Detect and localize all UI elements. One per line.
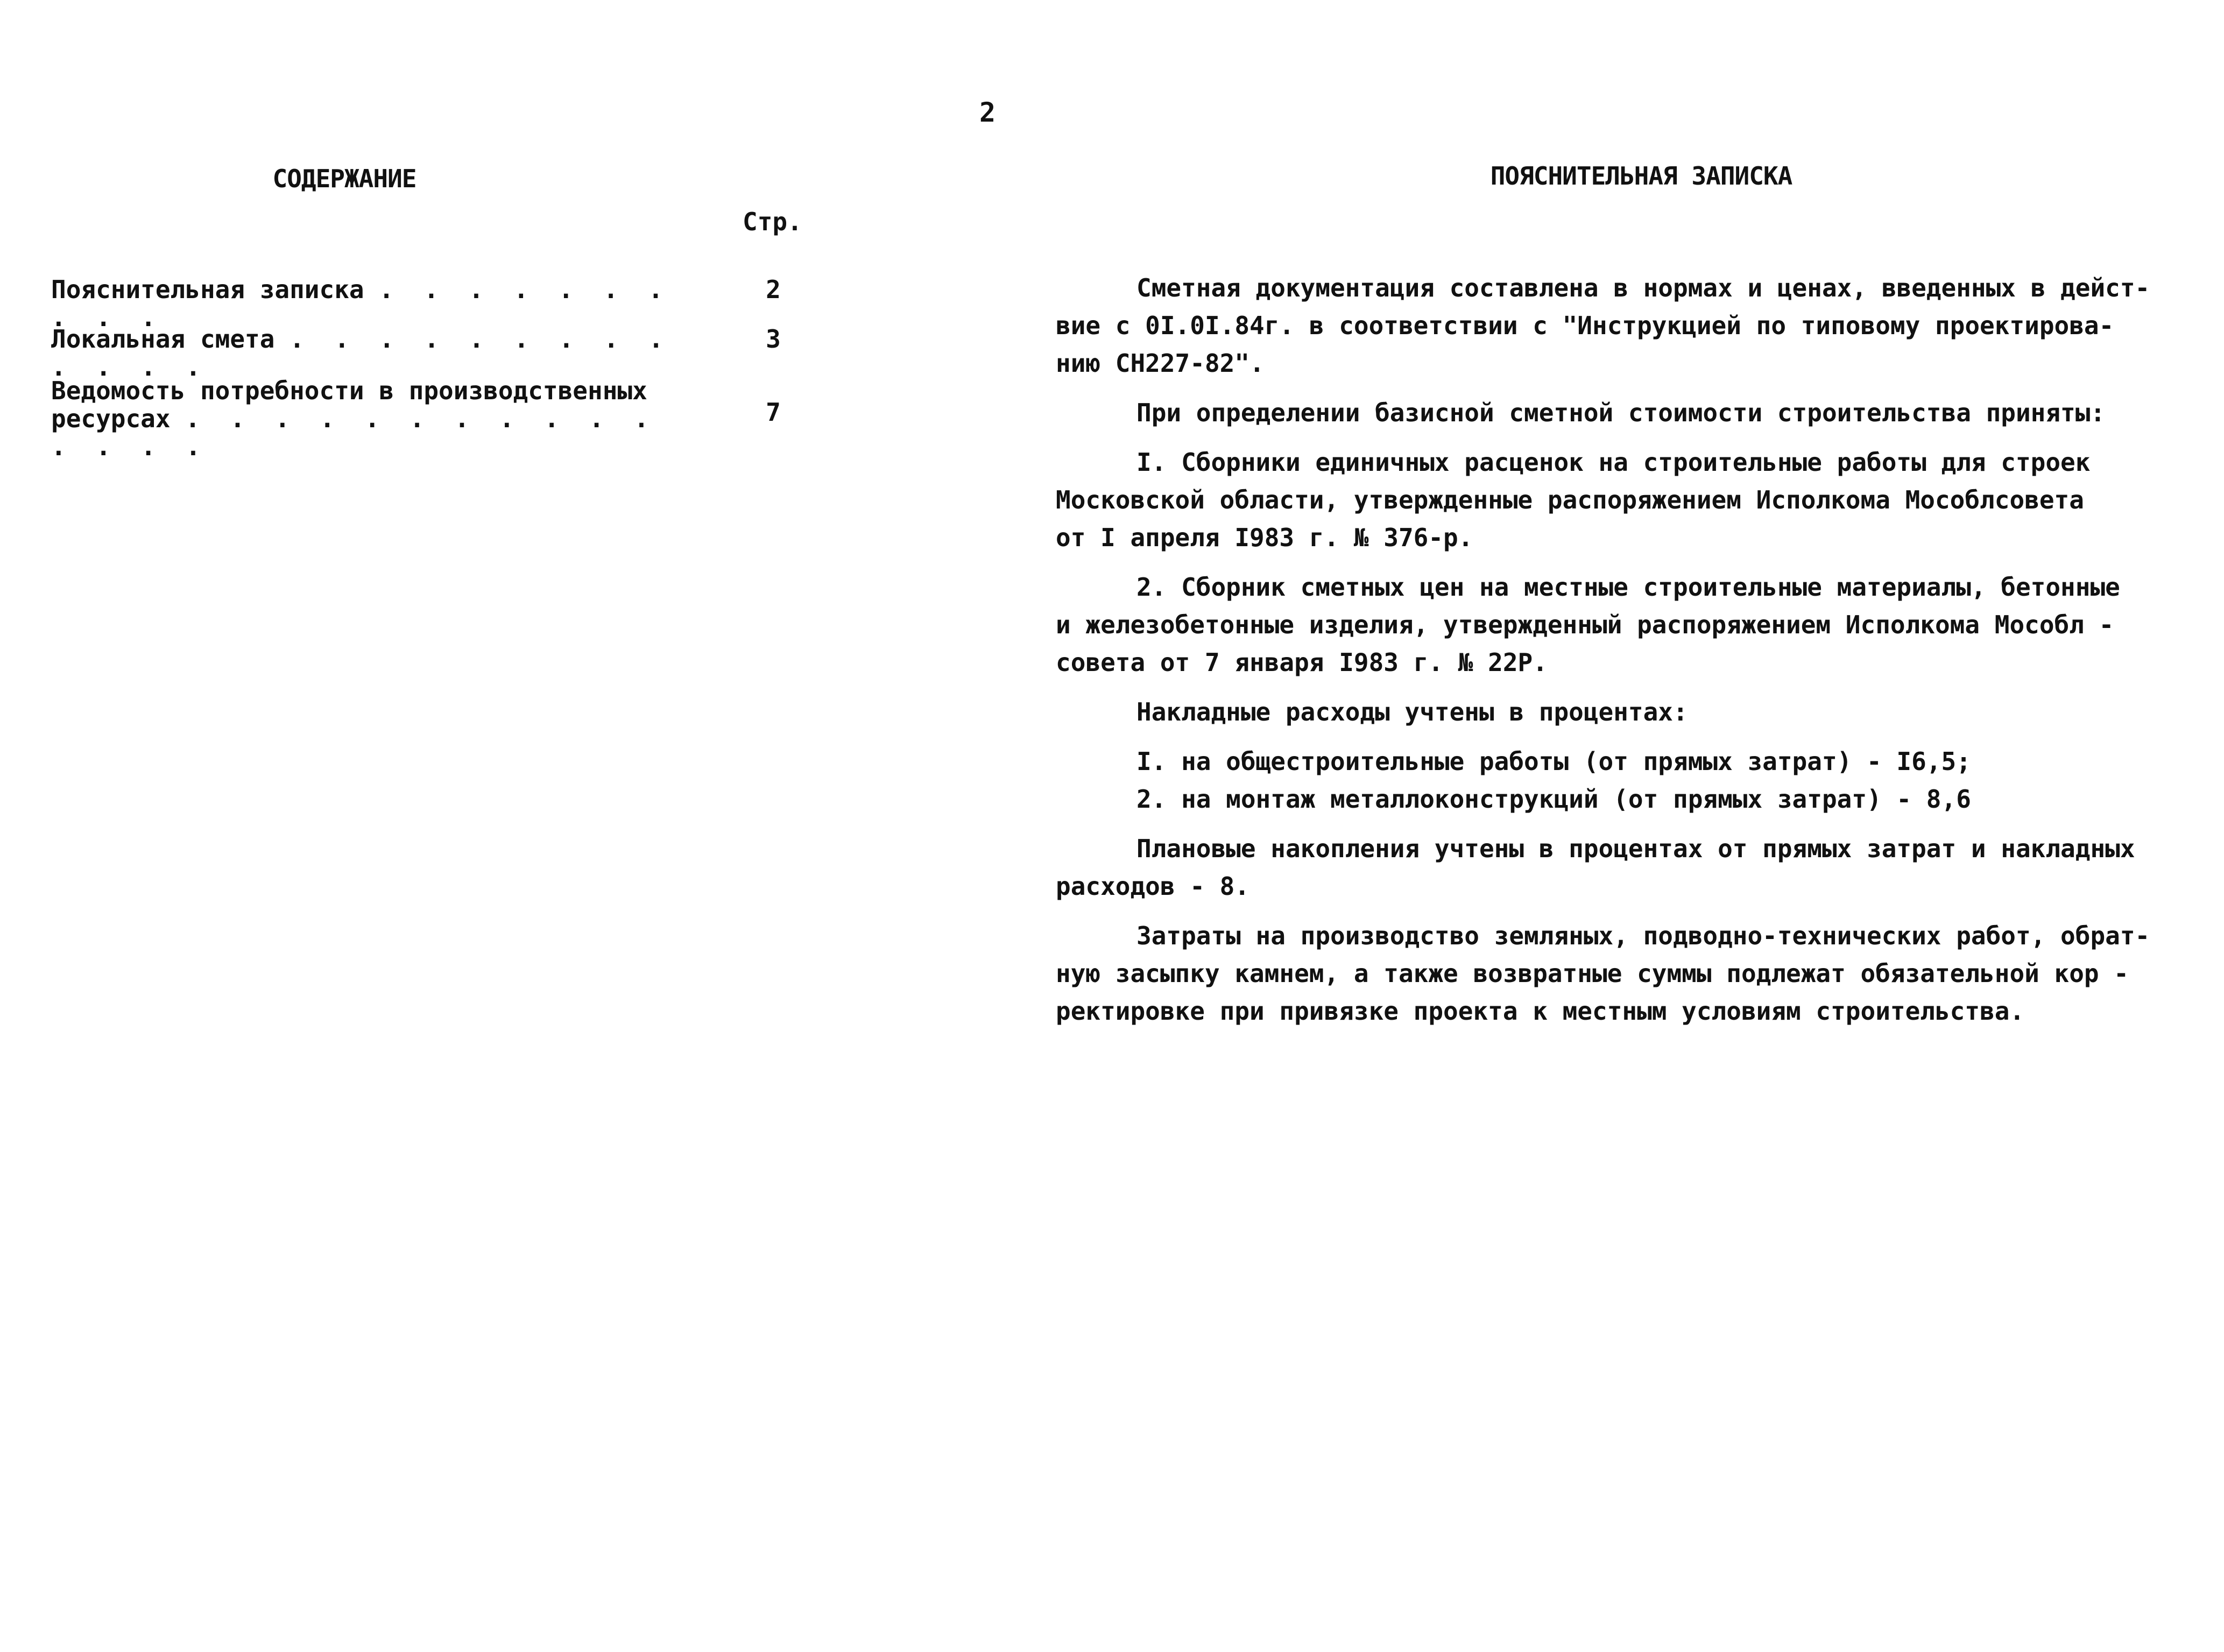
note-paragraph-line: При определении базисной сметной стоимости строительства приняты: xyxy=(1136,398,2106,427)
note-paragraph-line: I. на общестроительные работы (от прямых затрат) - I6,5; xyxy=(1136,747,1971,776)
note-paragraph-line: совета от 7 января I983 г. № 22Р. xyxy=(1056,648,1548,677)
note-paragraph-line: и железобетонные изделия, утвержденный распоряжением Исполкома Мособл - xyxy=(1056,610,2114,639)
explanatory-note-body xyxy=(1056,269,2194,1042)
contents-entry-text: Ведомость потребности в производственных xyxy=(51,376,647,405)
note-paragraph-line: Сметная документация составлена в нормах и ценах, введенных в дейст- xyxy=(1136,273,2150,302)
note-paragraph-line: ную засыпку камнем, а также возвратные суммы подлежат обязательной кор - xyxy=(1056,959,2129,988)
explanatory-note-title: ПОЯСНИТЕЛЬНАЯ ЗАПИСКА xyxy=(1490,161,1792,190)
contents-entry-page: 2 xyxy=(766,275,781,304)
note-paragraph-line: 2. на монтаж металлоконструкций (от прямых затрат) - 8,6 xyxy=(1136,785,1971,814)
contents-entry-page: 7 xyxy=(766,398,781,427)
note-paragraph xyxy=(1056,917,2194,1030)
note-paragraph-line: от I апреля I983 г. № 376-р. xyxy=(1056,523,1473,552)
note-paragraph-line: ректировке при привязке проекта к местным условиям строительства. xyxy=(1056,997,2025,1026)
note-paragraph-line: Затраты на производство земляных, подводно-технических работ, обрат- xyxy=(1136,921,2150,950)
contents-title: СОДЕРЖАНИЕ xyxy=(272,164,416,193)
contents-entry-label xyxy=(51,324,694,382)
contents-entry-label xyxy=(51,275,694,332)
note-paragraph-line: расходов - 8. xyxy=(1056,872,1250,901)
note-paragraph xyxy=(1056,743,2194,780)
note-paragraph xyxy=(1056,568,2194,681)
contents-entry-text-line2: ресурсах xyxy=(51,404,171,433)
contents-entry-page: 3 xyxy=(766,324,781,354)
page-number: 2 xyxy=(979,97,996,128)
note-paragraph-line: нию СН227-82". xyxy=(1056,349,1265,378)
note-paragraph-line: вие с 0I.0I.84г. в соответствии с "Инструкцией по типовому проектирова- xyxy=(1056,311,2114,340)
contents-entry-dots: . . . . . . . . . . xyxy=(51,275,694,332)
note-paragraph-line: 2. Сборник сметных цен на местные строительные материалы, бетонные xyxy=(1136,573,2120,602)
contents-entry-label xyxy=(51,377,681,461)
note-paragraph-line: I. Сборники единичных расценок на строительные работы для строек xyxy=(1136,448,2091,477)
note-paragraph-line: Московской области, утвержденные распоряжением Исполкома Мособлсовета xyxy=(1056,485,2084,514)
note-paragraph xyxy=(1056,394,2194,432)
note-paragraph-line: Накладные расходы учтены в процентах: xyxy=(1136,697,1688,726)
contents-entry-dots: . . . . . . . . . . . . . . . xyxy=(51,404,679,461)
note-paragraph-line: Плановые накопления учтены в процентах от прямых затрат и накладных xyxy=(1136,834,2135,863)
note-paragraph xyxy=(1056,269,2194,382)
note-paragraph xyxy=(1056,693,2194,731)
note-paragraph xyxy=(1056,780,2194,818)
note-paragraph xyxy=(1056,443,2194,556)
contents-entry-text: Локальная смета xyxy=(51,324,275,354)
contents-entry-dots: . . . . . . . . . . . . . xyxy=(51,324,694,382)
contents-page-column-label: Стр. xyxy=(743,207,802,236)
contents-entry-text: Пояснительная записка xyxy=(51,275,364,304)
note-paragraph xyxy=(1056,830,2194,905)
